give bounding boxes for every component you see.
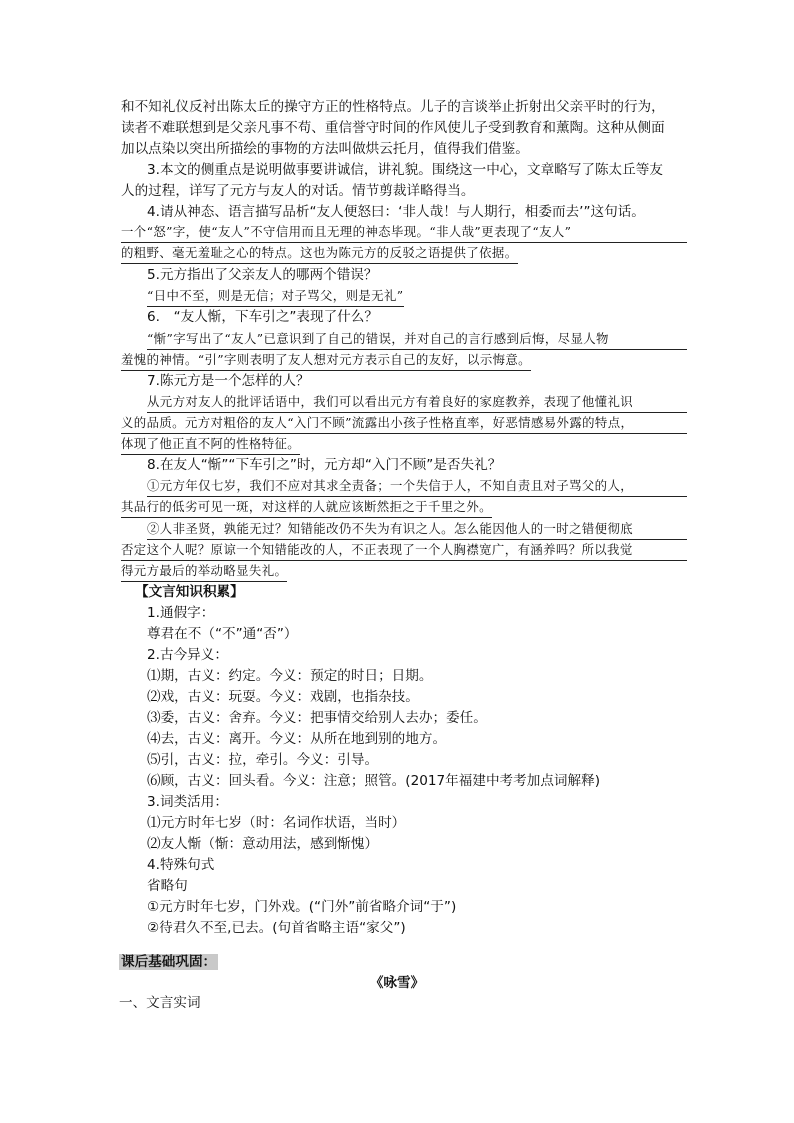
part-one-heading: 一、文言实词 [119, 995, 201, 1011]
knowledge-s4-item: ②待君久不至,已去。(句首省略主语“家父”) [147, 920, 406, 936]
answer-8-line-5: 得元方最后的举动略显失礼。 [121, 561, 287, 582]
knowledge-heading: 【文言知识积累】 [135, 584, 244, 600]
analysis-line-5: 人的过程，详写了元方与友人的对话。情节剪裁详略得当。 [121, 183, 475, 199]
answer-7-line-3: 体现了他正直不阿的性格特征。 [121, 434, 300, 455]
knowledge-s4-title: 4.特殊句式 [147, 857, 215, 873]
knowledge-s4-subtitle: 省略句 [147, 878, 188, 894]
knowledge-s2-item: ⑴期，古义：约定。今义：预定的时日；日期。 [147, 668, 433, 684]
knowledge-s3-item: ⑴元方时年七岁（时：名词作状语，当时） [147, 815, 406, 831]
analysis-line-2: 读者不难联想到是父亲凡事不苟、重信誉守时间的作风使儿子受到教育和薰陶。这种从侧面 [121, 120, 665, 136]
answer-7-line-1: 从元方对友人的批评话语中，我们可以看出元方有着良好的家庭教养，表现了他懂礼识 [147, 392, 687, 413]
knowledge-s2-item: ⑹顾，古义：回头看。今义：注意；照管。(2017年福建中考考加点词解释) [147, 773, 601, 789]
knowledge-s1-item: 尊君在不（“不”通“否”） [147, 626, 298, 642]
knowledge-s1-title: 1.通假字： [147, 605, 215, 621]
question-6: 6. “友人惭，下车引之”表现了什么？ [147, 309, 378, 325]
poem-title: 《咏雪》 [369, 975, 425, 991]
knowledge-s2-item: ⑶委，古义：舍弃。今义：把事情交给别人去办；委任。 [147, 710, 487, 726]
analysis-line-1: 和不知礼仪反衬出陈太丘的操守方正的性格特点。儿子的言谈举止折射出父亲平时的行为， [121, 99, 665, 115]
question-8: 8.在友人“惭”“下车引之”时，元方却“入门不顾”是否失礼？ [147, 457, 502, 473]
answer-4-line-1: 一个“怒”字，使“友人”不守信用而且无理的神态毕现。“非人哉”更表现了“友人” [121, 222, 687, 243]
knowledge-s2-title: 2.古今异义： [147, 647, 228, 663]
answer-8-line-1: ①元方年仅七岁，我们不应对其求全责备；一个失信于人，不知自责且对子骂父的人， [147, 476, 687, 497]
answer-8-line-3: ②人非圣贤，孰能无过？知错能改仍不失为有识之人。怎么能因他人的一时之错便彻底 [147, 519, 687, 540]
question-5: 5.元方指出了父亲友人的哪两个错误？ [147, 267, 378, 283]
answer-6-line-1: “惭”字写出了“友人”已意识到了自己的错误，并对自己的言行感到后悔，尽显人物 [147, 329, 687, 350]
question-7: 7.陈元方是一个怎样的人？ [147, 373, 310, 389]
question-4: 4.请从神态、语言描写品析“友人便怒曰：‘非人哉！与人期行，相委而去’”这句话。 [147, 204, 645, 220]
section-label [119, 952, 218, 972]
knowledge-s3-item: ⑵友人惭（惭：意动用法，感到惭愧） [147, 836, 379, 852]
knowledge-s2-item: ⑸引，古义：拉，牵引。今义：引导。 [147, 752, 379, 768]
answer-8-line-2: 其品行的低劣可见一斑，对这样的人就应该断然拒之于千里之外。 [121, 497, 492, 518]
answer-8-line-4: 否定这个人呢？原谅一个知错能改的人，不正表现了一个人胸襟宽广，有涵养吗？所以我觉 [121, 540, 687, 561]
knowledge-s4-item: ①元方时年七岁，门外戏。(“门外”前省略介词“于”) [147, 899, 457, 915]
section-label-text: 课后基础巩固： [121, 954, 217, 970]
answer-7-line-2: 义的品质。元方对粗俗的友人“入门不顾”流露出小孩子性格直率，好恶情感易外露的特点， [121, 413, 687, 434]
knowledge-s3-title: 3.词类活用： [147, 794, 228, 810]
analysis-line-3: 加以点染以突出所描绘的事物的方法叫做烘云托月，值得我们借鉴。 [121, 141, 529, 157]
answer-4-line-2: 的粗野、毫无羞耻之心的特点。这也为陈元方的反驳之语提供了依据。 [121, 243, 518, 264]
analysis-line-4: 3.本文的侧重点是说明做事要讲诚信，讲礼貌。围绕这一中心，文章略写了陈太丘等友 [147, 162, 663, 178]
answer-6-line-2: 羞愧的神情。“引”字则表明了友人想对元方表示自己的友好，以示悔意。 [121, 350, 531, 371]
knowledge-s2-item: ⑷去，古义：离开。今义：从所在地到别的地方。 [147, 731, 447, 747]
knowledge-s2-item: ⑵戏，古义：玩耍。今义：戏剧，也指杂技。 [147, 689, 419, 705]
answer-5-line-1: “日中不至，则是无信；对子骂父，则是无礼” [147, 286, 404, 307]
